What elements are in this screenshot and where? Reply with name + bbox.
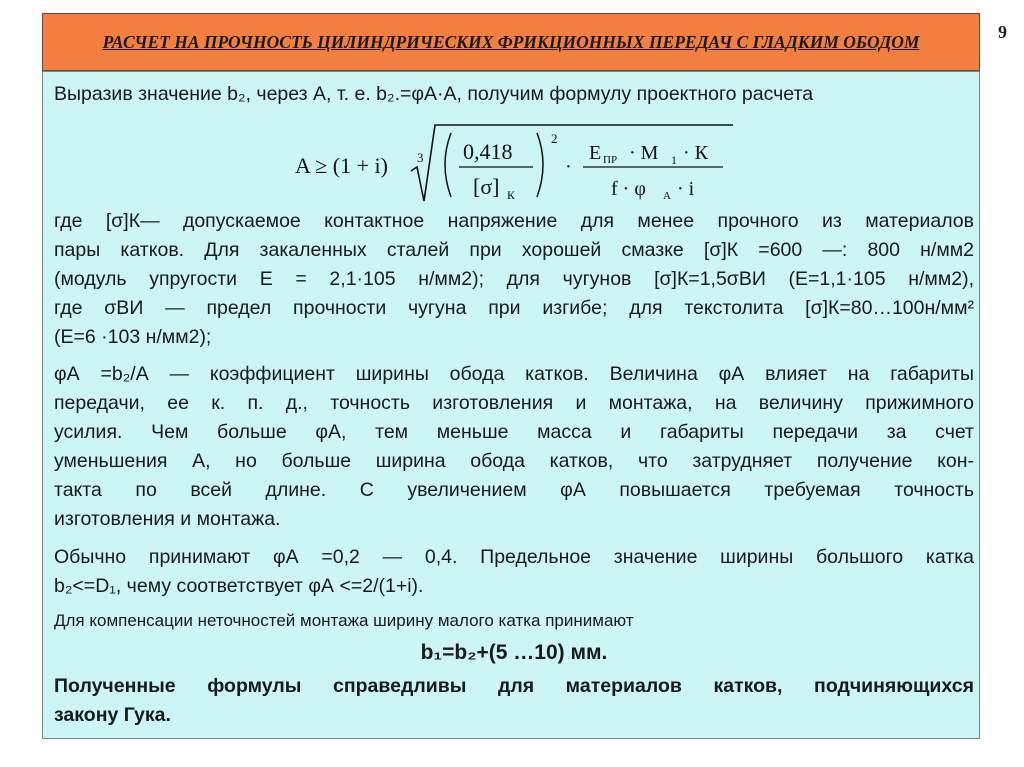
conclusion-line-2: закону Гука. — [54, 704, 171, 726]
p1-line-3: (модуль упругости Е = 2,1·105 н/мм2); для чугунов [σ]К=1,5σВИ (Е=1,1·105 н/мм2), — [54, 268, 974, 290]
formula-num2-end: · К — [683, 142, 708, 164]
p2-line-4: уменьшения А, но больше ширина обода катков, что затрудняет получение кон- — [54, 450, 974, 472]
p1-line-2: пары катков. Для закаленных сталей при хорошей смазке [σ]К =600 —: 800 н/мм2 — [54, 239, 974, 261]
formula-den2: f · φ — [611, 178, 646, 200]
page-number: 9 — [998, 22, 1007, 42]
p1-line-5: (Е=6 ·103 н/мм2); — [54, 326, 212, 348]
formula-num2-sub2: 1 — [671, 153, 677, 167]
p3-line-2: b₂<=D₁, чему соответствует φА <=2/(1+i). — [54, 575, 424, 597]
content-panel — [42, 71, 980, 739]
formula-power: 2 — [551, 131, 558, 146]
slide-title: РАСЧЕТ НА ПРОЧНОСТЬ ЦИЛИНДРИЧЕСКИХ ФРИКЦИОННЫХ ПЕРЕДАЧ С ГЛАДКИМ ОБОДОМ — [102, 32, 920, 52]
formula-frac-den-sub: К — [507, 188, 516, 202]
formula-lhs: A ≥ (1 + i) — [295, 153, 388, 178]
p4-text: Для компенсации неточностей монтажа ширину малого катка принимают — [54, 611, 634, 630]
p1-line-4: где σВИ — предел прочности чугуна при изгибе; для текстолита [σ]К=80…100н/мм² — [54, 297, 974, 319]
formula-dot: · — [565, 156, 572, 178]
formula-num2-sub: ПР — [603, 154, 618, 166]
p2-line-3: усилия. Чем больше φА, тем меньше масса и габариты передачи за счет — [54, 421, 974, 443]
formula-b1: b₁=b₂+(5 …10) мм. — [420, 641, 608, 664]
right-paren — [537, 133, 543, 197]
p3-line-1: Обычно принимают φА =0,2 — 0,4. Предельное значение ширины большого катка — [54, 546, 974, 568]
p2-line-5: такта по всей длине. С увеличением φА повышается требуемая точность — [54, 479, 974, 501]
formula-num2: Е — [589, 142, 602, 164]
formula-root-index: 3 — [417, 150, 424, 165]
slide-header — [42, 13, 980, 71]
formula-den2-end: · i — [677, 178, 695, 200]
p2-line-2: передачи, ее к. п. д., точность изготовления и монтажа, на величину прижимного — [54, 392, 974, 414]
formula-num2-rest: · М — [629, 142, 659, 164]
formula-frac-den: [σ] — [473, 174, 500, 199]
left-paren — [445, 133, 451, 197]
p2-line-6: изготовления и монтажа. — [54, 508, 281, 530]
design-formula — [293, 119, 733, 209]
formula-frac-num: 0,418 — [463, 139, 513, 164]
p2-line-1: φА =b₂/А — коэффициент ширины обода катков. Величина φА влияет на габариты — [54, 363, 974, 385]
intro-text: Выразив значение b₂, через А, т. е. b₂.=φА·А, получим формулу проектного расчета — [54, 83, 814, 105]
formula-den2-sub: А — [663, 190, 671, 202]
p1-line-1: где [σ]К— допускаемое контактное напряжение для менее прочного из материалов — [54, 210, 974, 232]
conclusion-line-1: Полученные формулы справедливы для материалов катков, подчиняющихся — [54, 675, 974, 697]
